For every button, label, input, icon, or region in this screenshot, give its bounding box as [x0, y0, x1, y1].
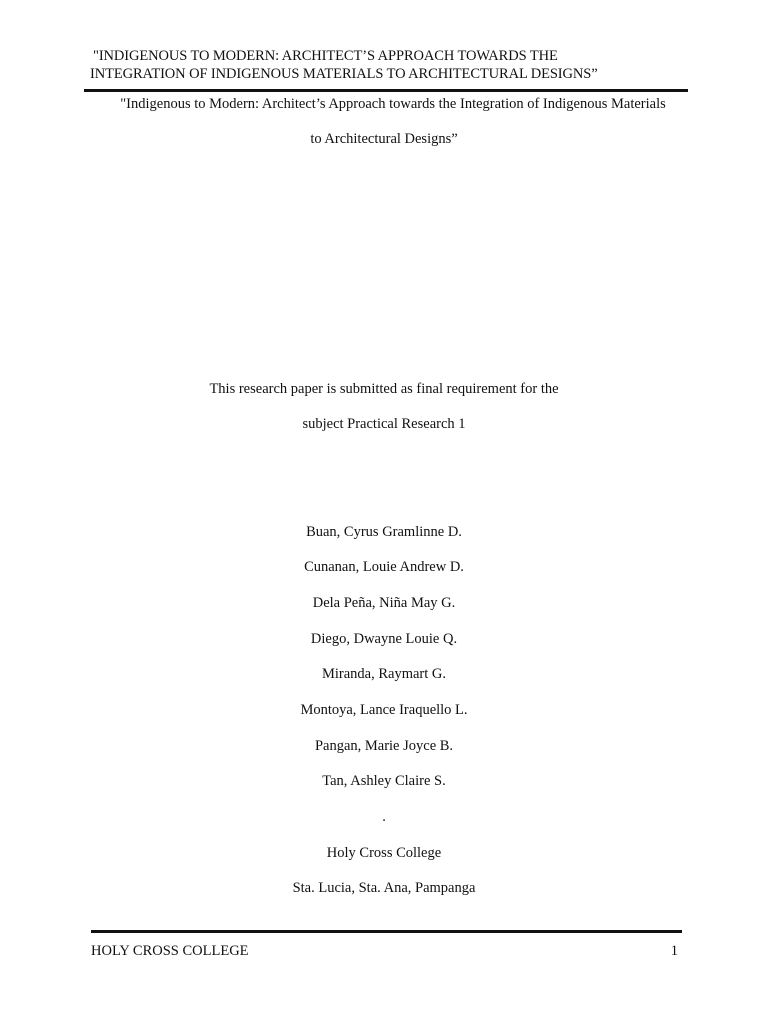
author-name: Miranda, Raymart G. — [321, 666, 447, 682]
author-name: Montoya, Lance Iraquello L. — [300, 702, 468, 718]
title-line-2: to Architectural Designs” — [310, 131, 458, 147]
title-line-1: "Indigenous to Modern: Architect’s Approach towards the Integration of Indigenous Materials — [120, 96, 666, 112]
author-name: Cunanan, Louie Andrew D. — [304, 559, 464, 575]
author-name: Tan, Ashley Claire S. — [322, 773, 446, 789]
running-header — [90, 47, 690, 83]
separator-dot: . — [382, 809, 386, 825]
author-name: Pangan, Marie Joyce B. — [314, 738, 454, 754]
submission-line-2: subject Practical Research 1 — [302, 416, 466, 432]
author-name: Buan, Cyrus Gramlinne D. — [306, 524, 462, 540]
submission-line-1: This research paper is submitted as final requirement for the — [209, 381, 559, 397]
running-header-line-1: "INDIGENOUS TO MODERN: ARCHITECT’S APPROACH TOWARDS THE — [93, 48, 558, 64]
footer-divider — [91, 930, 682, 933]
author-name: Diego, Dwayne Louie Q. — [310, 631, 458, 647]
running-header-line-2: INTEGRATION OF INDIGENOUS MATERIALS TO ARCHITECTURAL DESIGNS” — [90, 66, 598, 82]
institution-address: Sta. Lucia, Sta. Ana, Pampanga — [292, 880, 476, 896]
footer-college-name: HOLY CROSS COLLEGE — [91, 943, 249, 959]
institution-name: Holy Cross College — [326, 845, 442, 861]
author-name: Dela Peña, Niña May G. — [312, 595, 456, 611]
page-number: 1 — [670, 943, 678, 959]
header-divider — [84, 89, 688, 92]
